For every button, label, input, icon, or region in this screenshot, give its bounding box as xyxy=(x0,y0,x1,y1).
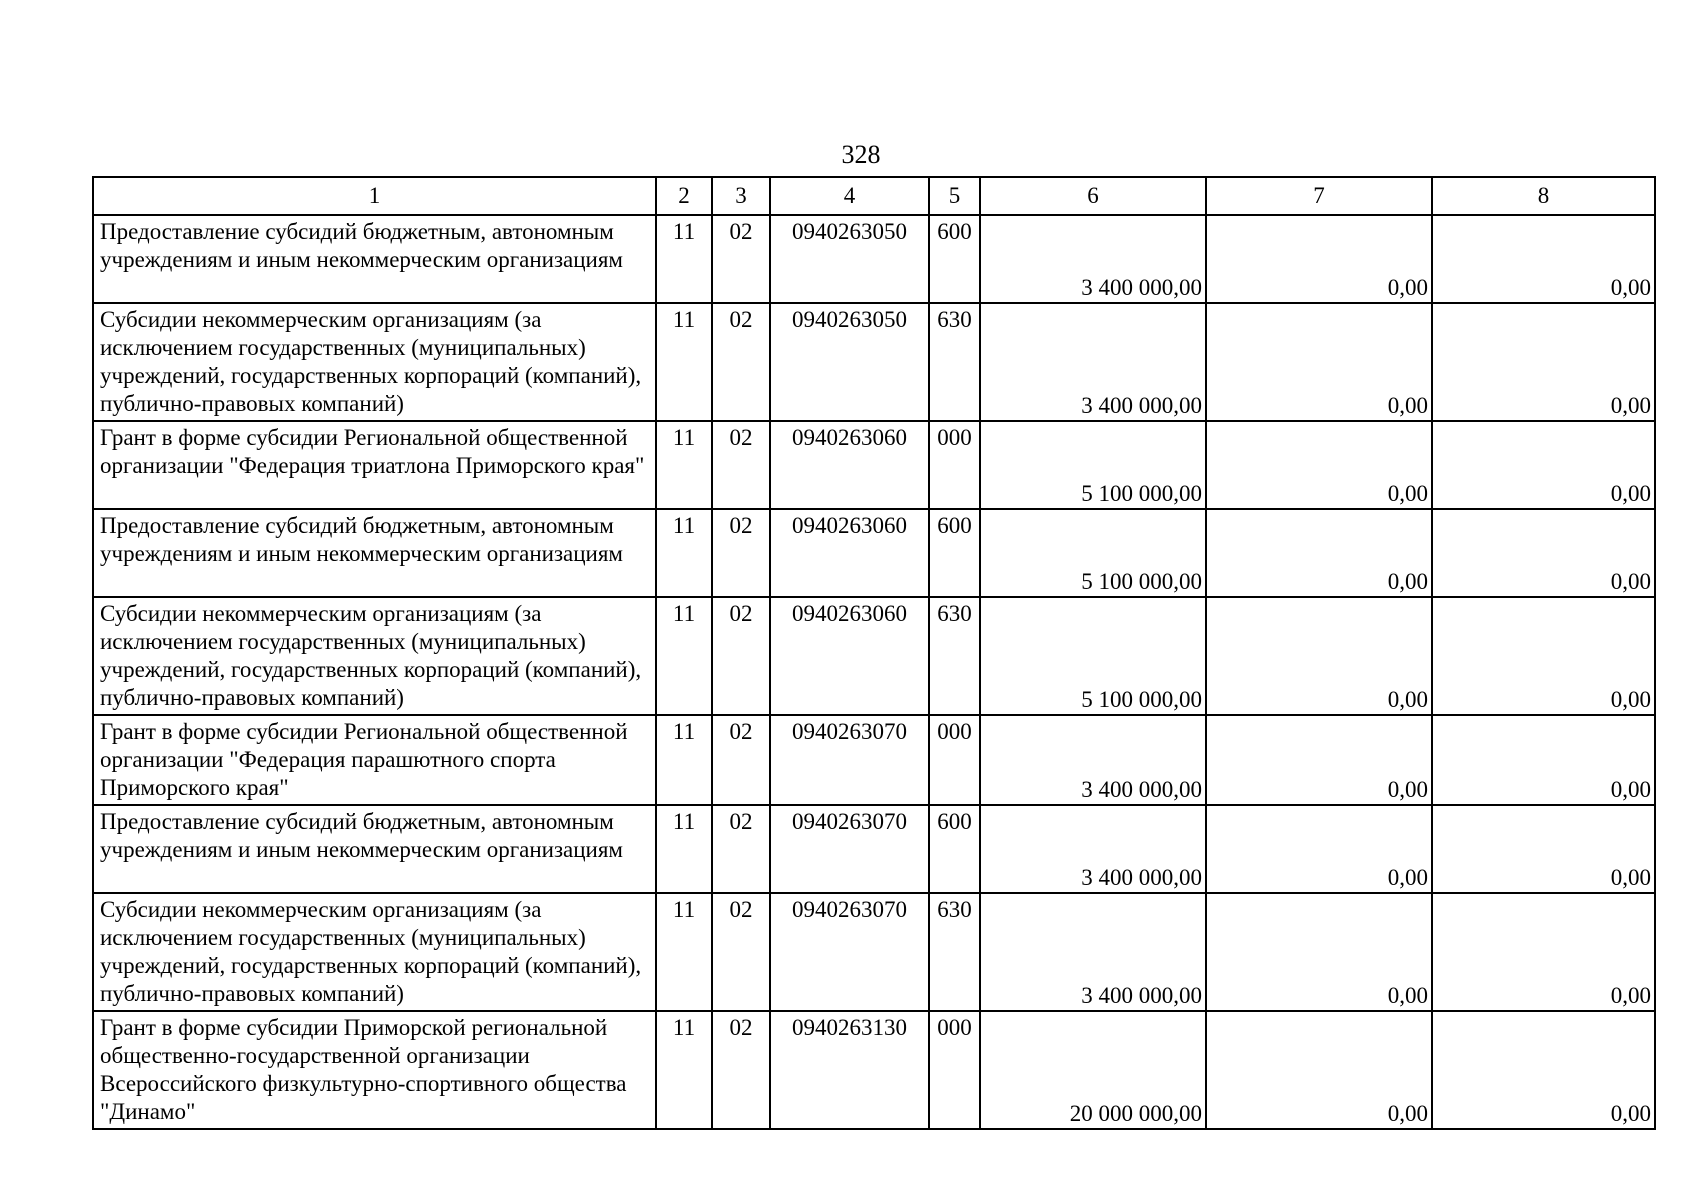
expense-type-code: 000 xyxy=(929,1011,980,1129)
row-name: Субсидии некоммерческим организациям (за исключением государственных (муниципальных) учреждений, государственных корпораций (компаний), публично-правовых компаний) xyxy=(93,597,656,715)
amount-col7: 0,00 xyxy=(1206,893,1432,1011)
table-row xyxy=(93,421,1655,509)
expense-type-code: 630 xyxy=(929,893,980,1011)
target-article-code: 0940263070 xyxy=(770,805,929,893)
budget-table xyxy=(92,176,1656,1130)
expense-type-code: 600 xyxy=(929,215,980,303)
section-code: 11 xyxy=(656,303,712,421)
amount-col7: 0,00 xyxy=(1206,805,1432,893)
amount-col8: 0,00 xyxy=(1432,303,1655,421)
column-header: 4 xyxy=(770,177,929,215)
section-code: 11 xyxy=(656,421,712,509)
amount-col8: 0,00 xyxy=(1432,215,1655,303)
amount-col7: 0,00 xyxy=(1206,421,1432,509)
subsection-code: 02 xyxy=(712,805,770,893)
amount-col6: 3 400 000,00 xyxy=(980,303,1206,421)
amount-col6: 5 100 000,00 xyxy=(980,509,1206,597)
subsection-code: 02 xyxy=(712,715,770,805)
expense-type-code: 630 xyxy=(929,597,980,715)
subsection-code: 02 xyxy=(712,1011,770,1129)
table-row xyxy=(93,215,1655,303)
row-name: Грант в форме субсидии Региональной общественной организации "Федерация парашютного спорта Приморского края" xyxy=(93,715,656,805)
table-row xyxy=(93,303,1655,421)
section-code: 11 xyxy=(656,893,712,1011)
subsection-code: 02 xyxy=(712,893,770,1011)
target-article-code: 0940263060 xyxy=(770,509,929,597)
amount-col8: 0,00 xyxy=(1432,805,1655,893)
subsection-code: 02 xyxy=(712,303,770,421)
amount-col6: 3 400 000,00 xyxy=(980,893,1206,1011)
amount-col8: 0,00 xyxy=(1432,597,1655,715)
amount-col7: 0,00 xyxy=(1206,303,1432,421)
amount-col8: 0,00 xyxy=(1432,421,1655,509)
table-row xyxy=(93,597,1655,715)
column-header: 6 xyxy=(980,177,1206,215)
amount-col6: 5 100 000,00 xyxy=(980,597,1206,715)
section-code: 11 xyxy=(656,509,712,597)
amount-col7: 0,00 xyxy=(1206,215,1432,303)
target-article-code: 0940263070 xyxy=(770,715,929,805)
row-name: Предоставление субсидий бюджетным, автономным учреждениям и иным некоммерческим организациям xyxy=(93,805,656,893)
row-name: Предоставление субсидий бюджетным, автономным учреждениям и иным некоммерческим организациям xyxy=(93,509,656,597)
subsection-code: 02 xyxy=(712,597,770,715)
section-code: 11 xyxy=(656,597,712,715)
subsection-code: 02 xyxy=(712,509,770,597)
section-code: 11 xyxy=(656,805,712,893)
amount-col7: 0,00 xyxy=(1206,1011,1432,1129)
amount-col7: 0,00 xyxy=(1206,509,1432,597)
target-article-code: 0940263060 xyxy=(770,421,929,509)
amount-col6: 3 400 000,00 xyxy=(980,215,1206,303)
amount-col6: 20 000 000,00 xyxy=(980,1011,1206,1129)
column-header: 1 xyxy=(93,177,656,215)
row-name: Предоставление субсидий бюджетным, автономным учреждениям и иным некоммерческим организациям xyxy=(93,215,656,303)
page-number: 328 xyxy=(841,140,881,169)
section-code: 11 xyxy=(656,1011,712,1129)
section-code: 11 xyxy=(656,715,712,805)
section-code: 11 xyxy=(656,215,712,303)
header-row xyxy=(93,177,1655,215)
column-header: 8 xyxy=(1432,177,1655,215)
row-name: Субсидии некоммерческим организациям (за исключением государственных (муниципальных) учреждений, государственных корпораций (компаний), публично-правовых компаний) xyxy=(93,893,656,1011)
amount-col6: 3 400 000,00 xyxy=(980,715,1206,805)
subsection-code: 02 xyxy=(712,215,770,303)
target-article-code: 0940263070 xyxy=(770,893,929,1011)
amount-col8: 0,00 xyxy=(1432,715,1655,805)
amount-col7: 0,00 xyxy=(1206,597,1432,715)
amount-col8: 0,00 xyxy=(1432,893,1655,1011)
table-row xyxy=(93,1011,1655,1129)
target-article-code: 0940263130 xyxy=(770,1011,929,1129)
column-header: 2 xyxy=(656,177,712,215)
table-row xyxy=(93,509,1655,597)
row-name: Грант в форме субсидии Региональной общественной организации "Федерация триатлона Приморского края" xyxy=(93,421,656,509)
expense-type-code: 600 xyxy=(929,509,980,597)
column-header: 5 xyxy=(929,177,980,215)
amount-col6: 5 100 000,00 xyxy=(980,421,1206,509)
table-row xyxy=(93,715,1655,805)
table-row xyxy=(93,893,1655,1011)
column-header: 3 xyxy=(712,177,770,215)
target-article-code: 0940263060 xyxy=(770,597,929,715)
target-article-code: 0940263050 xyxy=(770,303,929,421)
subsection-code: 02 xyxy=(712,421,770,509)
expense-type-code: 600 xyxy=(929,805,980,893)
expense-type-code: 000 xyxy=(929,421,980,509)
column-header: 7 xyxy=(1206,177,1432,215)
expense-type-code: 000 xyxy=(929,715,980,805)
amount-col8: 0,00 xyxy=(1432,509,1655,597)
amount-col8: 0,00 xyxy=(1432,1011,1655,1129)
table-row xyxy=(93,805,1655,893)
target-article-code: 0940263050 xyxy=(770,215,929,303)
row-name: Грант в форме субсидии Приморской региональной общественно-государственной организации Всероссийского физкультурно-спортивного общества "Динамо" xyxy=(93,1011,656,1129)
amount-col7: 0,00 xyxy=(1206,715,1432,805)
expense-type-code: 630 xyxy=(929,303,980,421)
row-name: Субсидии некоммерческим организациям (за исключением государственных (муниципальных) учреждений, государственных корпораций (компаний), публично-правовых компаний) xyxy=(93,303,656,421)
amount-col6: 3 400 000,00 xyxy=(980,805,1206,893)
